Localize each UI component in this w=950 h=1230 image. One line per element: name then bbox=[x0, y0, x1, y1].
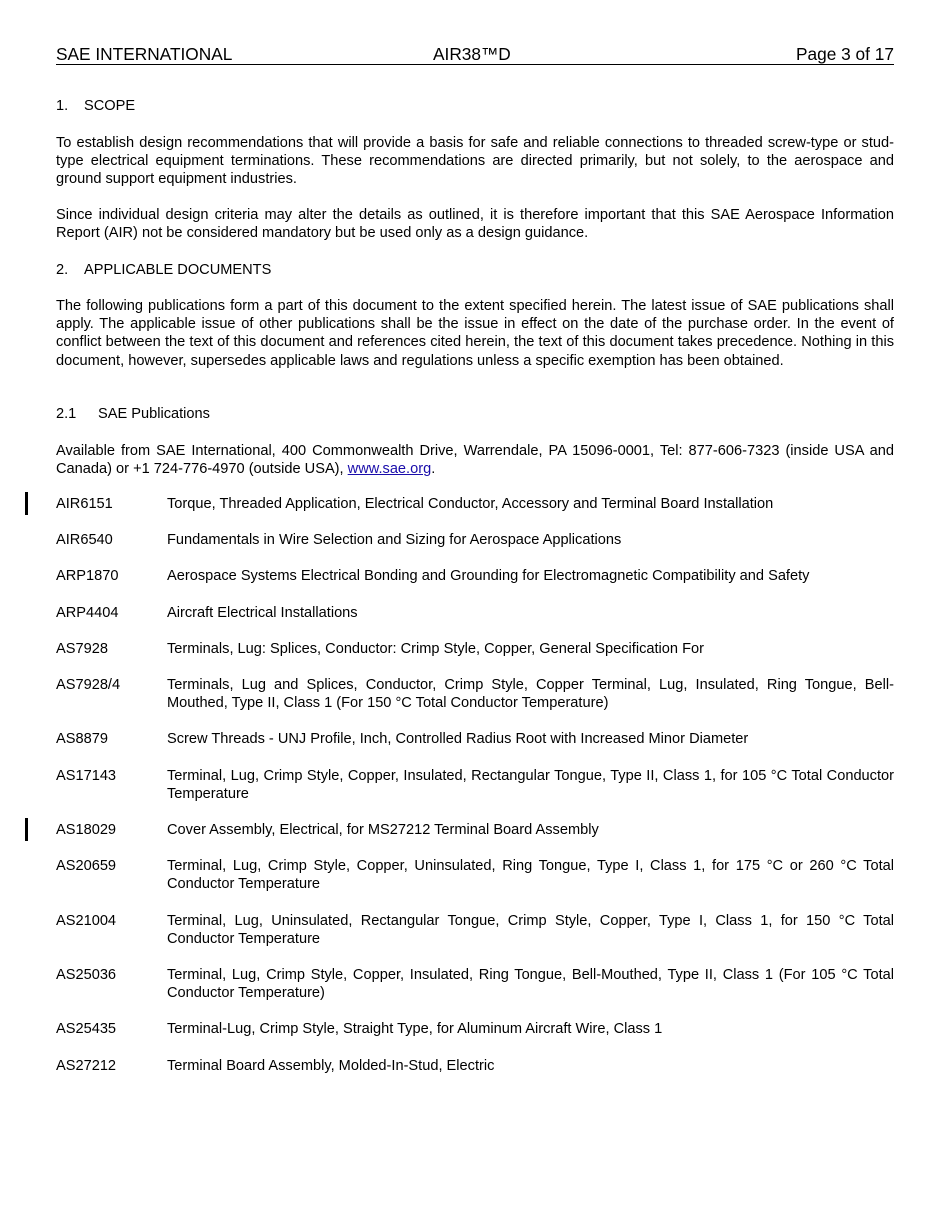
reference-title: Terminal, Lug, Uninsulated, Rectangular Tongue, Crimp Style, Copper, Type I, Class 1, for 150 °C Total Conductor Temperature bbox=[167, 912, 894, 947]
reference-code: AS8879 bbox=[56, 731, 108, 748]
scope-paragraph-2: Since individual design criteria may alter the details as outlined, it is therefore important that this SAE Aerospace Information Report (AIR) not be considered mandatory but be used only as a design guidance. bbox=[56, 207, 894, 242]
reference-code: AS18029 bbox=[56, 822, 117, 839]
reference-code: AS21004 bbox=[56, 912, 117, 929]
reference-item bbox=[56, 730, 894, 748]
section-2-heading bbox=[56, 261, 894, 279]
reference-code: ARP1870 bbox=[56, 568, 119, 585]
availability-text: Available from SAE International, 400 Commonwealth Drive, Warrendale, PA 15096-0001, Tel: 877-606-7323 (inside USA and Canada) or +1 724-776-4970 (outside USA), bbox=[56, 443, 894, 478]
reference-title: Terminals, Lug and Splices, Conductor, Crimp Style, Copper Terminal, Lug, Insulated, Ring Tongue, Bell-Mouthed, Type II, Class 1 (For 150 °C Total Conductor Temperature) bbox=[167, 677, 894, 712]
section-title: SAE Publications bbox=[98, 406, 210, 422]
availability-paragraph bbox=[56, 442, 894, 478]
reference-code: AS20659 bbox=[56, 858, 117, 875]
applicable-documents-paragraph: The following publications form a part of this document to the extent specified herein. The latest issue of SAE publications shall apply. The applicable issue of other publications shall be the issue in effect on the date of the purchase order. In the event of conflict between the text of this document and references cited herein, the text of this document takes precedence. Nothing in this document, however, supersedes applicable laws and regulations unless a specific exemption has been obtained. bbox=[56, 298, 894, 369]
section-number: 2.1 bbox=[56, 406, 77, 422]
reference-item bbox=[56, 857, 894, 893]
availability-trailing: . bbox=[431, 461, 436, 478]
header-page-label: Page 3 of 17 bbox=[795, 44, 894, 64]
reference-code: AS7928 bbox=[56, 640, 108, 657]
reference-title: Terminal Board Assembly, Molded-In-Stud, Electric bbox=[167, 1057, 495, 1074]
section-number: 2. bbox=[56, 262, 69, 278]
section-number: 1. bbox=[56, 98, 69, 114]
sae-website-link[interactable]: www.sae.org bbox=[347, 461, 432, 478]
reference-item bbox=[56, 567, 894, 585]
reference-item bbox=[56, 531, 894, 549]
section-title: SCOPE bbox=[84, 98, 136, 114]
reference-title: Screw Threads - UNJ Profile, Inch, Controlled Radius Root with Increased Minor Diameter bbox=[167, 731, 749, 748]
reference-code: AS17143 bbox=[56, 767, 117, 784]
section-2-1-heading bbox=[56, 405, 894, 423]
scope-paragraph-1: To establish design recommendations that will provide a basis for safe and reliable connections to threaded screw-type or stud-type electrical equipment terminations. These recommendations are directed primarily, but not solely, to the aerospace and ground support equipment industries. bbox=[56, 135, 894, 188]
reference-list bbox=[56, 495, 894, 1075]
reference-code: AIR6151 bbox=[56, 496, 113, 512]
reference-item bbox=[56, 604, 894, 622]
reference-code: AS7928/4 bbox=[56, 677, 121, 694]
reference-item bbox=[56, 640, 894, 658]
reference-code: ARP4404 bbox=[56, 604, 119, 621]
reference-title: Terminal, Lug, Crimp Style, Copper, Insulated, Rectangular Tongue, Type II, Class 1, for 105 °C Total Conductor Temperature bbox=[167, 767, 894, 802]
reference-item bbox=[56, 1057, 894, 1075]
reference-code: AIR6540 bbox=[56, 532, 113, 549]
reference-item bbox=[56, 912, 894, 948]
reference-title: Torque, Threaded Application, Electrical Conductor, Accessory and Terminal Board Installation bbox=[167, 496, 774, 512]
change-bar bbox=[25, 492, 28, 515]
reference-title: Terminals, Lug: Splices, Conductor: Crimp Style, Copper, General Specification For bbox=[167, 640, 704, 657]
reference-item bbox=[56, 676, 894, 712]
reference-item bbox=[56, 1020, 894, 1038]
reference-code: AS27212 bbox=[56, 1057, 117, 1074]
reference-item bbox=[56, 495, 894, 513]
reference-title: Terminal, Lug, Crimp Style, Copper, Insulated, Ring Tongue, Bell-Mouthed, Type II, Class 1 (For 105 °C Total Conductor Temperature) bbox=[167, 967, 894, 1002]
reference-item bbox=[56, 966, 894, 1002]
reference-title: Aerospace Systems Electrical Bonding and Grounding for Electromagnetic Compatibility and Safety bbox=[167, 568, 810, 585]
reference-title: Terminal-Lug, Crimp Style, Straight Type, for Aluminum Aircraft Wire, Class 1 bbox=[167, 1021, 663, 1038]
reference-item bbox=[56, 767, 894, 803]
header-organization: SAE INTERNATIONAL bbox=[56, 44, 233, 64]
page-header bbox=[56, 44, 894, 65]
change-bar bbox=[25, 818, 28, 841]
reference-item bbox=[56, 821, 894, 839]
reference-title: Fundamentals in Wire Selection and Sizing for Aerospace Applications bbox=[167, 532, 622, 549]
reference-code: AS25435 bbox=[56, 1021, 117, 1038]
reference-title: Terminal, Lug, Crimp Style, Copper, Uninsulated, Ring Tongue, Type I, Class 1, for 175 °C or 260 °C Total Conductor Temperature bbox=[167, 858, 894, 893]
header-document-id: AIR38™D bbox=[433, 44, 511, 64]
reference-title: Cover Assembly, Electrical, for MS27212 Terminal Board Assembly bbox=[167, 822, 599, 839]
reference-title: Aircraft Electrical Installations bbox=[167, 604, 358, 621]
reference-code: AS25036 bbox=[56, 967, 117, 984]
section-title: APPLICABLE DOCUMENTS bbox=[84, 262, 272, 278]
section-1-heading bbox=[56, 97, 894, 115]
